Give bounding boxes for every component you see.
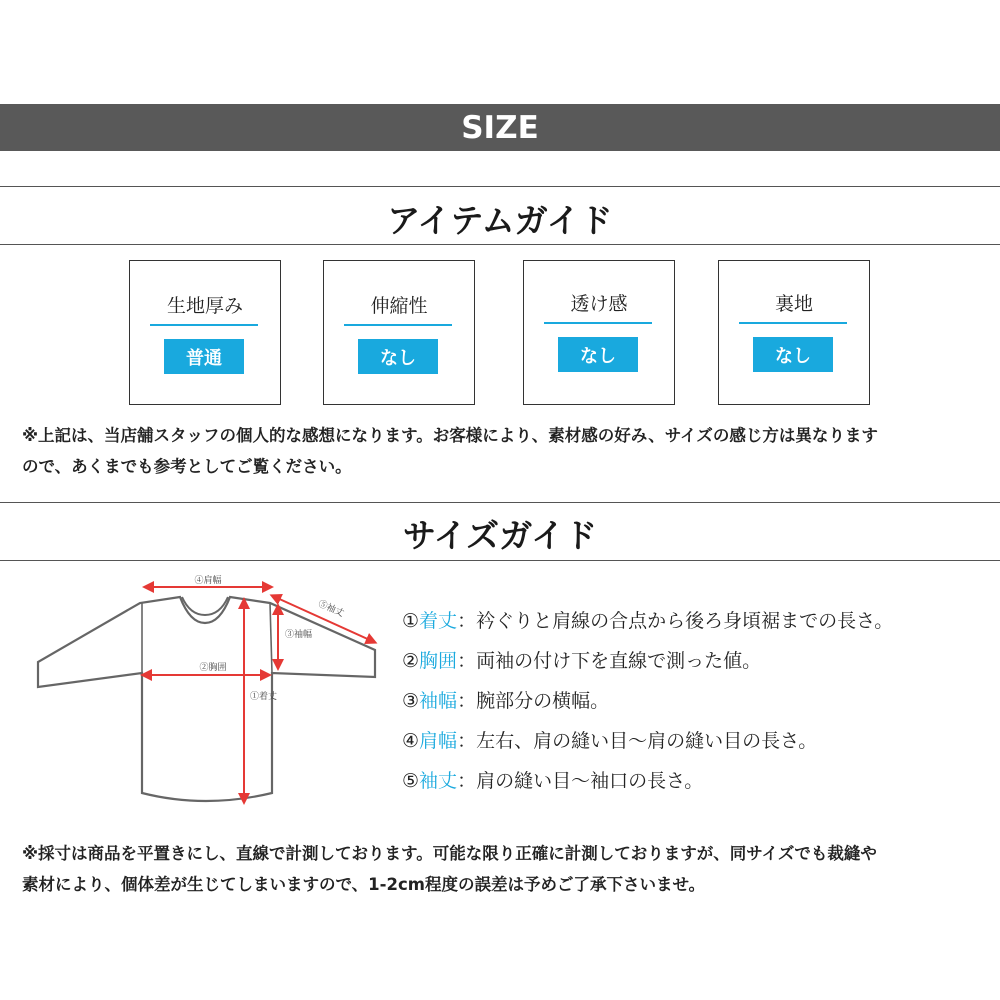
guide-card-value: なし [558, 337, 638, 372]
item-guide-note-line: ので、あくまでも参考としてご覧ください。 [22, 457, 352, 476]
guide-card-value: 普通 [164, 339, 244, 374]
guide-card-value: なし [358, 339, 438, 374]
guide-card-sheerness [523, 260, 675, 405]
tshirt-outline [38, 597, 375, 801]
size-guide-note-line: ※採寸は商品を平置きにし、直線で計測しております。可能な限り正確に計測しておりますが、同サイズでも裁縫や [22, 844, 877, 863]
size-banner [0, 104, 1000, 151]
size-definition-chest [402, 643, 992, 683]
size-guide-note-line: 素材により、個体差が生じてしまいますので、1-2cm程度の誤差は予めご了承下さいませ。 [22, 875, 705, 894]
size-definition-key: 胸囲 [419, 650, 458, 672]
size-definition-key: 袖幅 [419, 690, 458, 712]
sleeve-length-label: ⑤袖丈 [316, 598, 346, 619]
size-definition-key: 肩幅 [419, 730, 458, 752]
size-definition-num: ⑤ [402, 770, 420, 792]
guide-card-label: 生地厚み [166, 295, 243, 317]
guide-card-label: 透け感 [570, 293, 628, 315]
divider [0, 560, 1000, 561]
item-guide-note [22, 420, 982, 482]
size-definition-desc: ：肩の縫い目〜袖口の長さ。 [457, 770, 704, 792]
guide-card-rule [739, 322, 847, 324]
size-definition-desc: ：左右、肩の縫い目〜肩の縫い目の長さ。 [457, 730, 818, 752]
length-label: ①着丈 [250, 691, 278, 701]
tshirt-diagram [30, 565, 390, 810]
guide-card-label: 伸縮性 [370, 295, 428, 317]
guide-card-rule [344, 324, 452, 326]
size-guide-title: サイズガイド [402, 516, 598, 555]
size-definition-shoulder [402, 723, 992, 763]
size-definition-desc: ：腕部分の横幅。 [457, 690, 610, 712]
item-guide-note-line: ※上記は、当店舗スタッフの個人的な感想になります。お客様により、素材感の好み、サイズの感じ方は異なります [22, 426, 878, 445]
size-definition-sleeve-width [402, 683, 992, 723]
shoulder-label: ④肩幅 [194, 575, 222, 585]
guide-card-lining [718, 260, 870, 405]
size-guide-note [22, 838, 982, 900]
size-definition-num: ③ [402, 690, 420, 712]
size-definitions [402, 603, 992, 803]
guide-card-value: なし [753, 337, 833, 372]
divider [0, 502, 1000, 503]
guide-card-rule [150, 324, 258, 326]
chest-label: ②胸囲 [199, 662, 227, 672]
item-guide-title: アイテムガイド [387, 201, 613, 240]
guide-card-label: 裏地 [774, 293, 813, 315]
guide-card-stretch [323, 260, 475, 405]
divider-top [0, 186, 1000, 187]
size-definition-key: 袖丈 [419, 770, 458, 792]
divider [0, 244, 1000, 245]
guide-card-thickness [129, 260, 281, 405]
size-definition-length [402, 603, 992, 643]
size-definition-num: ② [402, 650, 420, 672]
size-definition-desc: ：衿ぐりと肩線の合点から後ろ身頃裾までの長さ。 [457, 610, 894, 632]
size-definition-desc: ：両袖の付け下を直線で測った値。 [457, 650, 762, 672]
size-definition-num: ④ [402, 730, 420, 752]
size-banner-title: SIZE [461, 109, 539, 146]
size-definition-sleeve-length [402, 763, 992, 803]
size-definition-key: 着丈 [419, 610, 458, 632]
guide-card-rule [544, 322, 652, 324]
size-definition-num: ① [402, 610, 420, 632]
sleeve-width-label: ③袖幅 [285, 629, 313, 639]
